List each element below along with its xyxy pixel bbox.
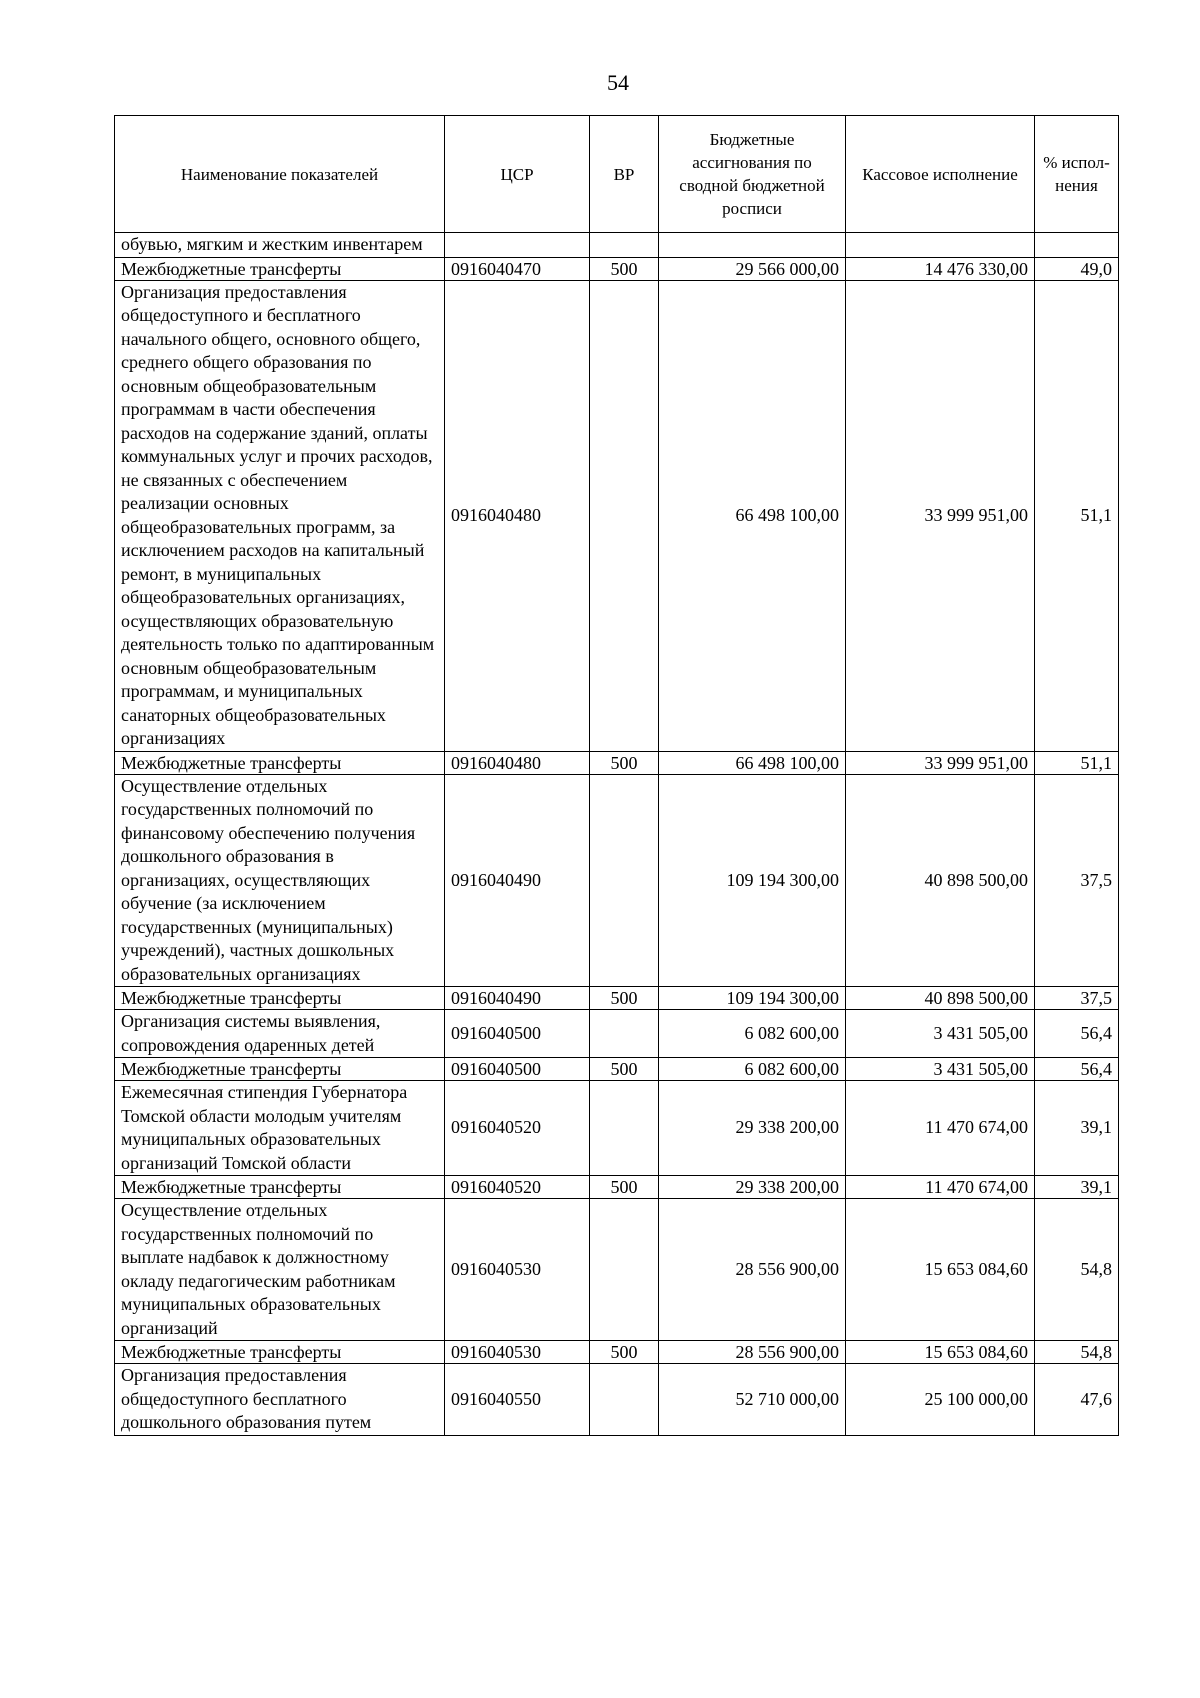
budget-table (114, 115, 1119, 1436)
row-cash (846, 233, 1035, 258)
row-csr: 0916040530 (445, 1341, 590, 1364)
row-budget: 66 498 100,00 (659, 751, 846, 774)
row-vr (590, 1199, 659, 1341)
row-vr: 500 (590, 1058, 659, 1081)
row-vr (590, 1081, 659, 1176)
row-pct: 39,1 (1035, 1081, 1119, 1176)
row-cash: 11 470 674,00 (846, 1176, 1035, 1199)
row-name: Организация системы выявления, сопровождения одаренных детей (115, 1010, 445, 1058)
row-pct: 56,4 (1035, 1058, 1119, 1081)
table-row (115, 1058, 1119, 1081)
row-vr: 500 (590, 257, 659, 280)
table-row (115, 1081, 1119, 1176)
row-budget: 66 498 100,00 (659, 280, 846, 751)
row-pct (1035, 233, 1119, 258)
row-pct: 47,6 (1035, 1364, 1119, 1436)
table-row (115, 257, 1119, 280)
header-pct: % испол-нения (1035, 116, 1119, 233)
row-cash: 40 898 500,00 (846, 774, 1035, 987)
row-csr: 0916040520 (445, 1081, 590, 1176)
row-pct: 54,8 (1035, 1341, 1119, 1364)
row-budget: 29 566 000,00 (659, 257, 846, 280)
row-vr: 500 (590, 1341, 659, 1364)
row-csr: 0916040470 (445, 257, 590, 280)
row-pct: 51,1 (1035, 280, 1119, 751)
row-pct: 54,8 (1035, 1199, 1119, 1341)
row-name: Межбюджетные трансферты (115, 987, 445, 1010)
row-cash: 33 999 951,00 (846, 280, 1035, 751)
table-row (115, 1364, 1119, 1436)
row-csr (445, 233, 590, 258)
row-pct: 49,0 (1035, 257, 1119, 280)
table-row (115, 987, 1119, 1010)
row-name: обувью, мягким и жестким инвентарем (115, 233, 445, 258)
row-pct: 39,1 (1035, 1176, 1119, 1199)
row-name: Ежемесячная стипендия Губернатора Томской области молодым учителям муниципальных образовательных организаций Томской области (115, 1081, 445, 1176)
row-csr: 0916040520 (445, 1176, 590, 1199)
row-csr: 0916040490 (445, 774, 590, 987)
table-row (115, 1199, 1119, 1341)
table-header-row (115, 116, 1119, 233)
row-name: Межбюджетные трансферты (115, 751, 445, 774)
table-row (115, 233, 1119, 258)
row-budget: 28 556 900,00 (659, 1341, 846, 1364)
row-vr (590, 233, 659, 258)
row-vr (590, 1010, 659, 1058)
row-name: Организация предоставления общедоступного и бесплатного начального общего, основного общего, среднего общего образования по основным общеобразовательным программам в части обеспечения расходов на содержание зданий, оплаты коммунальных услуг и прочих расходов, не связанных с обеспечением реализации основных общеобразовательных программ, за исключением расходов на капитальный ремонт, в муниципальных общеобразовательных организациях, осуществляющих образовательную деятельность только по адаптированным основным общеобразовательным программам, и муниципальных санаторных общеобразовательных организациях (115, 280, 445, 751)
row-cash: 3 431 505,00 (846, 1058, 1035, 1081)
row-vr: 500 (590, 1176, 659, 1199)
row-name: Межбюджетные трансферты (115, 1176, 445, 1199)
row-vr (590, 280, 659, 751)
row-budget: 29 338 200,00 (659, 1081, 846, 1176)
table-row (115, 1176, 1119, 1199)
header-vr: ВР (590, 116, 659, 233)
header-name: Наименование показателей (115, 116, 445, 233)
row-csr: 0916040480 (445, 280, 590, 751)
row-pct: 56,4 (1035, 1010, 1119, 1058)
row-vr (590, 774, 659, 987)
table-row (115, 1010, 1119, 1058)
row-csr: 0916040490 (445, 987, 590, 1010)
row-pct: 37,5 (1035, 987, 1119, 1010)
table-row (115, 774, 1119, 987)
row-csr: 0916040500 (445, 1010, 590, 1058)
table-row (115, 280, 1119, 751)
row-name: Межбюджетные трансферты (115, 1341, 445, 1364)
row-cash: 40 898 500,00 (846, 987, 1035, 1010)
row-name: Осуществление отдельных государственных полномочий по выплате надбавок к должностному окладу педагогическим работникам муниципальных образовательных организаций (115, 1199, 445, 1341)
row-name: Осуществление отдельных государственных полномочий по финансовому обеспечению получения дошкольного образования в организациях, осуществляющих обучение (за исключением государственных (муниципальных) учреждений), частных дошкольных образовательных организациях (115, 774, 445, 987)
row-csr: 0916040530 (445, 1199, 590, 1341)
row-cash: 14 476 330,00 (846, 257, 1035, 280)
row-budget: 29 338 200,00 (659, 1176, 846, 1199)
row-cash: 11 470 674,00 (846, 1081, 1035, 1176)
header-cash: Кассовое исполнение (846, 116, 1035, 233)
header-csr: ЦСР (445, 116, 590, 233)
row-budget (659, 233, 846, 258)
row-cash: 15 653 084,60 (846, 1199, 1035, 1341)
header-budget: Бюджетные ассигнования по сводной бюджетной росписи (659, 116, 846, 233)
row-vr: 500 (590, 751, 659, 774)
row-budget: 109 194 300,00 (659, 987, 846, 1010)
row-cash: 3 431 505,00 (846, 1010, 1035, 1058)
row-budget: 6 082 600,00 (659, 1058, 846, 1081)
row-budget: 109 194 300,00 (659, 774, 846, 987)
row-cash: 25 100 000,00 (846, 1364, 1035, 1436)
row-csr: 0916040500 (445, 1058, 590, 1081)
page-number: 54 (607, 70, 629, 95)
row-vr: 500 (590, 987, 659, 1010)
row-csr: 0916040480 (445, 751, 590, 774)
row-cash: 33 999 951,00 (846, 751, 1035, 774)
row-cash: 15 653 084,60 (846, 1341, 1035, 1364)
row-name: Межбюджетные трансферты (115, 257, 445, 280)
table-row (115, 1341, 1119, 1364)
row-budget: 6 082 600,00 (659, 1010, 846, 1058)
row-pct: 51,1 (1035, 751, 1119, 774)
row-vr (590, 1364, 659, 1436)
table-row (115, 751, 1119, 774)
row-name: Организация предоставления общедоступного бесплатного дошкольного образования путем (115, 1364, 445, 1436)
row-name: Межбюджетные трансферты (115, 1058, 445, 1081)
row-csr: 0916040550 (445, 1364, 590, 1436)
row-budget: 52 710 000,00 (659, 1364, 846, 1436)
row-pct: 37,5 (1035, 774, 1119, 987)
row-budget: 28 556 900,00 (659, 1199, 846, 1341)
